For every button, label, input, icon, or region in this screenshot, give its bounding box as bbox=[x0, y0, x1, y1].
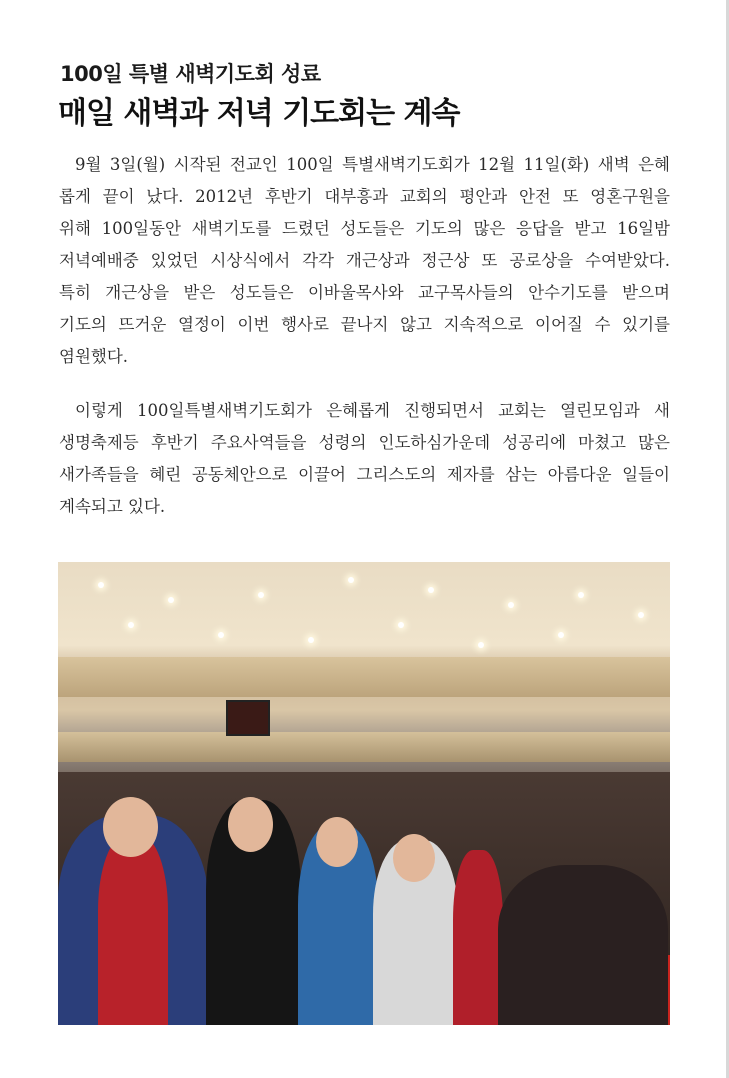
congregation-photo bbox=[58, 562, 670, 1025]
text-line: 계속되고 있다. bbox=[59, 497, 166, 516]
red-scarf bbox=[98, 835, 168, 1025]
text-line: 새가족들을 혜린 공동체안으로 이끌어 그리스도의 제자를 삼는 아름다운 일들이 bbox=[59, 465, 670, 484]
face bbox=[103, 797, 158, 857]
video-screen bbox=[226, 700, 270, 736]
article-subtitle: 100일 특별 새벽기도회 성료 bbox=[60, 62, 321, 86]
text-line: 특히 개근상을 받은 성도들은 이바울목사와 교구목사들의 안수기도를 받으며 bbox=[59, 283, 670, 302]
person bbox=[453, 850, 503, 1025]
text-line: 염원했다. bbox=[59, 347, 129, 366]
text-line: 기도의 뜨거운 열정이 이번 행사로 끝나지 않고 지속적으로 이어질 수 있기를 bbox=[59, 315, 670, 334]
face bbox=[228, 797, 273, 852]
balcony-upper bbox=[58, 657, 670, 697]
paragraph-2 bbox=[59, 395, 670, 523]
text-line: 9월 3일(월) 시작된 전교인 100일 특별새벽기도회가 12월 11일(화) 새벽 은혜 bbox=[75, 155, 670, 174]
face bbox=[393, 834, 435, 882]
people-group bbox=[498, 865, 668, 1025]
text-line: 이렇게 100일특별새벽기도회가 은혜롭게 진행되면서 교회는 열린모임과 새 bbox=[75, 401, 670, 420]
text-line: 롭게 끝이 났다. 2012년 후반기 대부흥과 교회의 평안과 안전 또 영혼구원을 bbox=[59, 187, 670, 206]
face bbox=[316, 817, 358, 867]
text-line: 저녁예배중 있었던 시상식에서 각각 개근상과 정근상 또 공로상을 수여받았다. bbox=[59, 251, 670, 270]
article-headline: 매일 새벽과 저녁 기도회는 계속 bbox=[58, 96, 460, 131]
text-line: 생명축제등 후반기 주요사역들을 성령의 인도하심가운데 성공리에 마쳤고 많은 bbox=[59, 433, 670, 452]
text-line: 위해 100일동안 새벽기도를 드렸던 성도들은 기도의 많은 응답을 받고 16일밤 bbox=[59, 219, 670, 238]
balcony-lower bbox=[58, 732, 670, 762]
crowd bbox=[58, 772, 670, 1025]
paragraph-1 bbox=[59, 149, 670, 373]
